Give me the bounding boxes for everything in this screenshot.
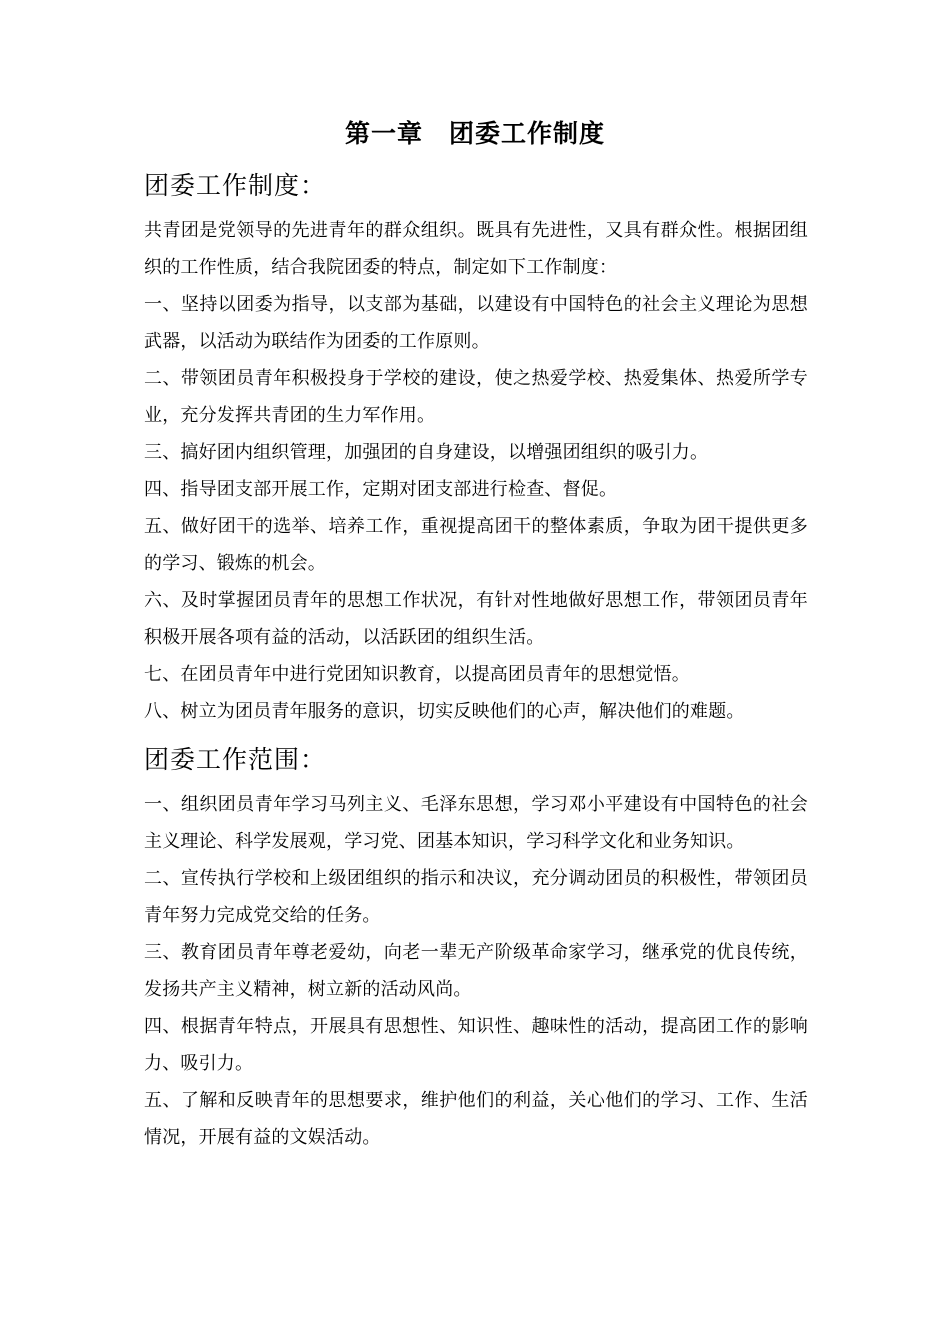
rule-item-2: 二、带领团员青年积极投身于学校的建设，使之热爱学校、热爱集体、热爱所学专业，充分发挥共青团的生力军作用。 <box>144 368 808 426</box>
scope-item-1: 一、组织团员青年学习马列主义、毛泽东思想，学习邓小平建设有中国特色的社会主义理论、科学发展观，学习党、团基本知识，学习科学文化和业务知识。 <box>144 794 808 852</box>
section-heading-work-scope: 团委工作范围： <box>144 745 327 774</box>
section-body-work-system <box>144 212 808 730</box>
chapter-title: 第一章 团委工作制度 <box>344 119 605 148</box>
rule-item-3: 三、搞好团内组织管理，加强团的自身建设，以增强团组织的吸引力。 <box>144 442 709 463</box>
scope-item-5: 五、了解和反映青年的思想要求，维护他们的利益，关心他们的学习、工作、生活情况，开展有益的文娱活动。 <box>144 1090 808 1148</box>
rule-item-8: 八、树立为团员青年服务的意识，切实反映他们的心声，解决他们的难题。 <box>144 701 745 722</box>
section-body-work-scope <box>144 786 808 1156</box>
rule-item-7: 七、在团员青年中进行党团知识教育，以提高团员青年的思想觉悟。 <box>144 664 690 685</box>
rule-item-5: 五、做好团干的选举、培养工作，重视提高团干的整体素质，争取为团干提供更多的学习、锻炼的机会。 <box>144 516 808 574</box>
scope-item-4: 四、根据青年特点，开展具有思想性、知识性、趣味性的活动，提高团工作的影响力、吸引力。 <box>144 1016 808 1074</box>
scope-item-3: 三、教育团员青年尊老爱幼，向老一辈无产阶级革命家学习，继承党的优良传统，发扬共产主义精神，树立新的活动风尚。 <box>144 942 808 1000</box>
intro-paragraph: 共青团是党领导的先进青年的群众组织。既具有先进性，又具有群众性。根据团组织的工作性质，结合我院团委的特点，制定如下工作制度： <box>144 220 808 278</box>
rule-item-4: 四、指导团支部开展工作，定期对团支部进行检查、督促。 <box>144 479 618 500</box>
section-heading-work-system: 团委工作制度： <box>144 171 327 200</box>
scope-item-2: 二、宣传执行学校和上级团组织的指示和决议，充分调动团员的积极性，带领团员青年努力完成党交给的任务。 <box>144 868 808 926</box>
rule-item-1: 一、坚持以团委为指导，以支部为基础，以建设有中国特色的社会主义理论为思想武器，以活动为联结作为团委的工作原则。 <box>144 294 808 352</box>
rule-item-6: 六、及时掌握团员青年的思想工作状况，有针对性地做好思想工作，带领团员青年积极开展各项有益的活动，以活跃团的组织生活。 <box>144 590 808 648</box>
